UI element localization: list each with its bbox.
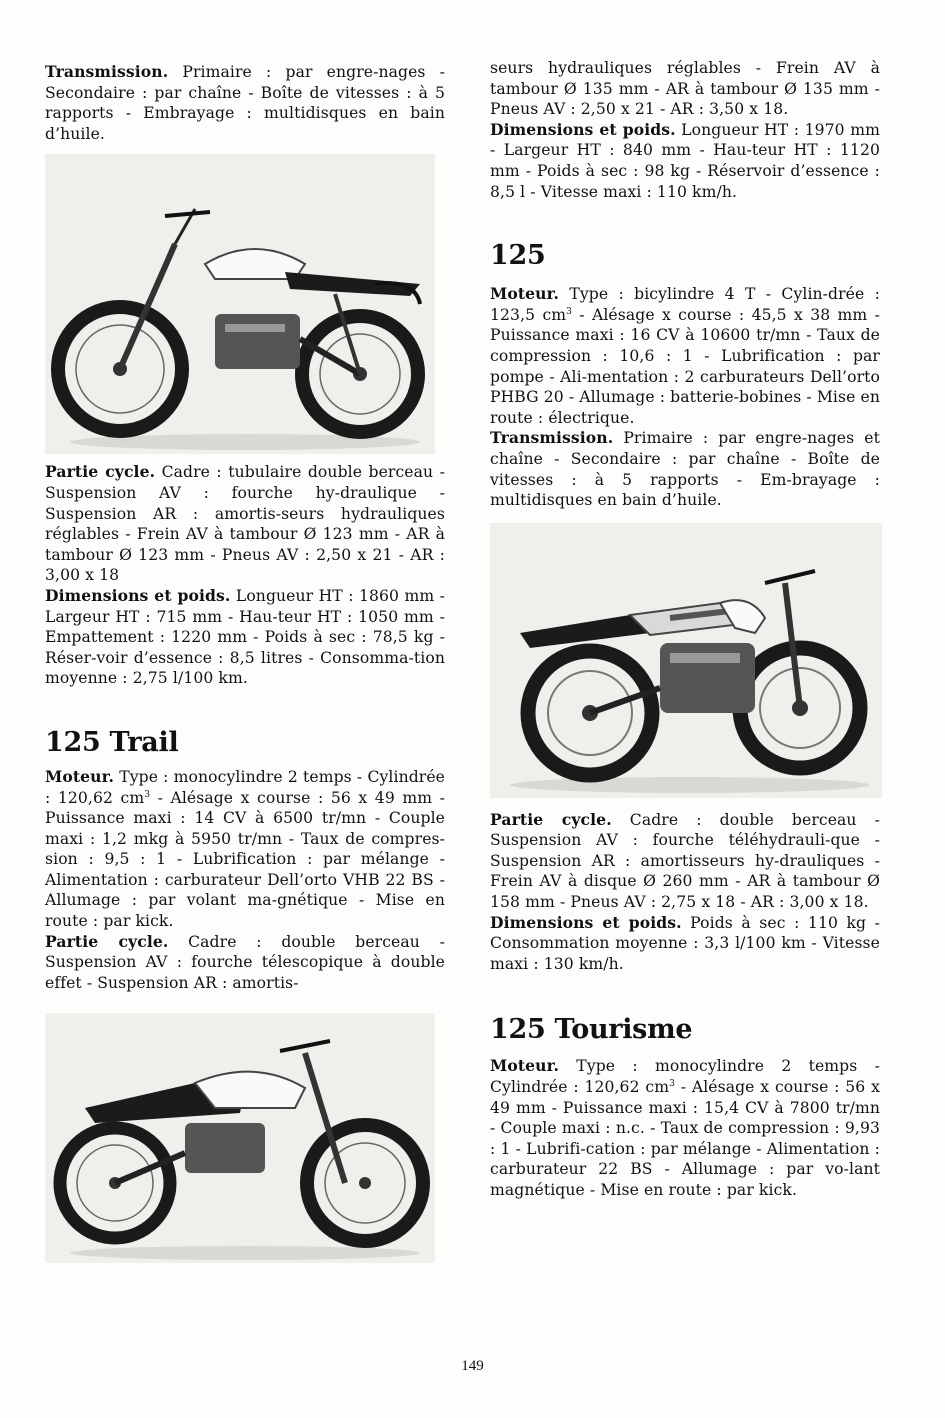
road-motorcycle-photo	[490, 523, 882, 798]
section-title-125: 125	[490, 240, 546, 272]
superscript: 3	[566, 306, 572, 317]
paragraph-text: Longueur HT : 1970 mm - Largeur HT : 840 mm - Hau-teur HT : 1120 mm - Poids à sec : 98 kg - Réservoir d’essence : 8,5 l - Vitesse maxi : 110 km/h.	[490, 120, 880, 201]
m125-dimensions-paragraph	[490, 913, 880, 975]
trail-partie-cycle-paragraph	[45, 462, 445, 586]
paragraph-text: Cadre : tubulaire double berceau - Suspension AV : fourche hy-draulique - Suspension AR : amortis-seurs hydrauliques réglables - Frein AV à tambour Ø 123 mm - AR à tambour Ø 123 mm - Pneus AV : 2,50 x 21 - AR : 3,00 x 18	[45, 463, 445, 585]
trail-motorcycle-photo	[45, 154, 435, 454]
paragraph-text: Primaire : par engre-nages - Secondaire : par chaîne - Boîte de vitesses : à 5 rapports - Embrayage : multidisques en bain d’huile.	[45, 63, 445, 143]
paragraph-lead: Partie cycle.	[45, 931, 169, 951]
trail-offroad-motorcycle-photo	[45, 1013, 435, 1263]
paragraph-text: - Alésage x course : 45,5 x 38 mm - Puissance maxi : 16 CV à 10600 tr/mn - Taux de compression : 10,6 : 1 - Lubrification : par pompe - Ali-mentation : 2 carburateurs Dell’orto PHBG 20 - Allumage : batterie-bobines - Mise en route : électrique.	[490, 305, 880, 427]
section-title-125-tourisme: 125 Tourisme	[490, 1014, 693, 1046]
section-title-125-trail: 125 Trail	[45, 726, 179, 758]
dimensions-paragraph	[45, 586, 445, 689]
paragraph-text: Cadre : double berceau - Suspension AV : fourche télescopique à double effet - Suspension AR : amortis-	[45, 932, 446, 992]
paragraph-text: Type : monocylindre 2 temps - Cylindrée : 120,62 cm	[45, 767, 445, 807]
m125-transmission-paragraph	[490, 428, 880, 510]
paragraph-text: Longueur HT : 1860 mm - Largeur HT : 715 mm - Hau-teur HT : 1050 mm - Empattement : 1220 mm - Poids à sec : 78,5 kg - Réser-voir d’essence : 8,5 litres - Consomma-tion moyenne : 2,75 l/100 km.	[45, 586, 445, 688]
paragraph-lead: Transmission.	[45, 62, 169, 81]
paragraph-text: - Alésage x course : 56 x 49 mm - Puissance maxi : 15,4 CV à 7800 tr/mn - Couple maxi : n.c. - Taux de compression : 9,93 : 1 - Lubrifi-cation : par mélange - Alimentation : carburateur 22 BS - Allumage : par vo-lant magnétique - Mise en route : par kick.	[490, 1078, 880, 1199]
page-number: 149	[461, 1358, 484, 1374]
tourisme-moteur-paragraph	[490, 1056, 880, 1200]
superscript: 3	[144, 789, 151, 800]
paragraph-lead: Transmission.	[490, 428, 614, 448]
paragraph-text: Type : monocylindre 2 temps - Cylindrée : 120,62 cm	[490, 1057, 880, 1097]
paragraph-lead: Partie cycle.	[45, 462, 156, 482]
superscript: 3	[669, 1079, 675, 1090]
dimensions-paragraph-right	[490, 120, 880, 202]
paragraph-text: Cadre : double berceau - Suspension AV : fourche téléhydrauli-que - Suspension AR : amortisseurs hy-drauliques - Frein AV à disque Ø 260 mm - AR à tambour Ø 158 mm - Pneus AV : 2,75 x 18 - AR : 3,00 x 18.	[490, 810, 880, 912]
trail-partie-cycle-paragraph-2	[45, 932, 445, 994]
paragraph-text: Primaire : par engre-nages et chaîne - Secondaire : par chaîne - Boîte de vitesses : à 5 rapports - Em-brayage : multidisques en bain d’huile.	[490, 429, 880, 510]
paragraph-lead: Partie cycle.	[490, 809, 612, 829]
m125-moteur-paragraph	[490, 284, 880, 428]
trail-moteur-paragraph	[45, 767, 445, 932]
paragraph-text: - Alésage x course : 56 x 49 mm - Puissance maxi : 14 CV à 6500 tr/mn - Couple maxi : 1,2 mkg à 5950 tr/mn - Taux de compres-sion : 9,5 : 1 - Lubrification : par mélange - Alimentation : carburateur Dell’orto VHB 22 BS - Allumage : par volant ma-gnétique - Mise en route : par kick.	[45, 788, 445, 931]
paragraph-text: Poids à sec : 110 kg - Consommation moyenne : 3,3 l/100 km - Vitesse maxi : 130 km/h.	[490, 913, 881, 973]
paragraph-lead: Dimensions et poids.	[490, 912, 682, 932]
paragraph-lead: Moteur.	[45, 766, 115, 786]
paragraph-lead: Moteur.	[490, 284, 560, 304]
paragraph-lead: Dimensions et poids.	[45, 585, 231, 605]
left-column	[45, 62, 445, 1263]
paragraph-lead: Moteur.	[490, 1056, 560, 1076]
right-column	[490, 58, 880, 1201]
continuation-paragraph: seurs hydrauliques réglables - Frein AV à tambour Ø 135 mm - AR à tambour Ø 135 mm - Pneus AV : 2,50 x 21 - AR : 3,50 x 18.	[490, 59, 880, 119]
m125-partie-cycle-paragraph	[490, 810, 880, 913]
transmission-paragraph	[45, 62, 445, 144]
paragraph-text: Type : bicylindre 4 T - Cylin-drée : 123,5 cm	[490, 285, 880, 324]
paragraph-lead: Dimensions et poids.	[490, 119, 676, 139]
